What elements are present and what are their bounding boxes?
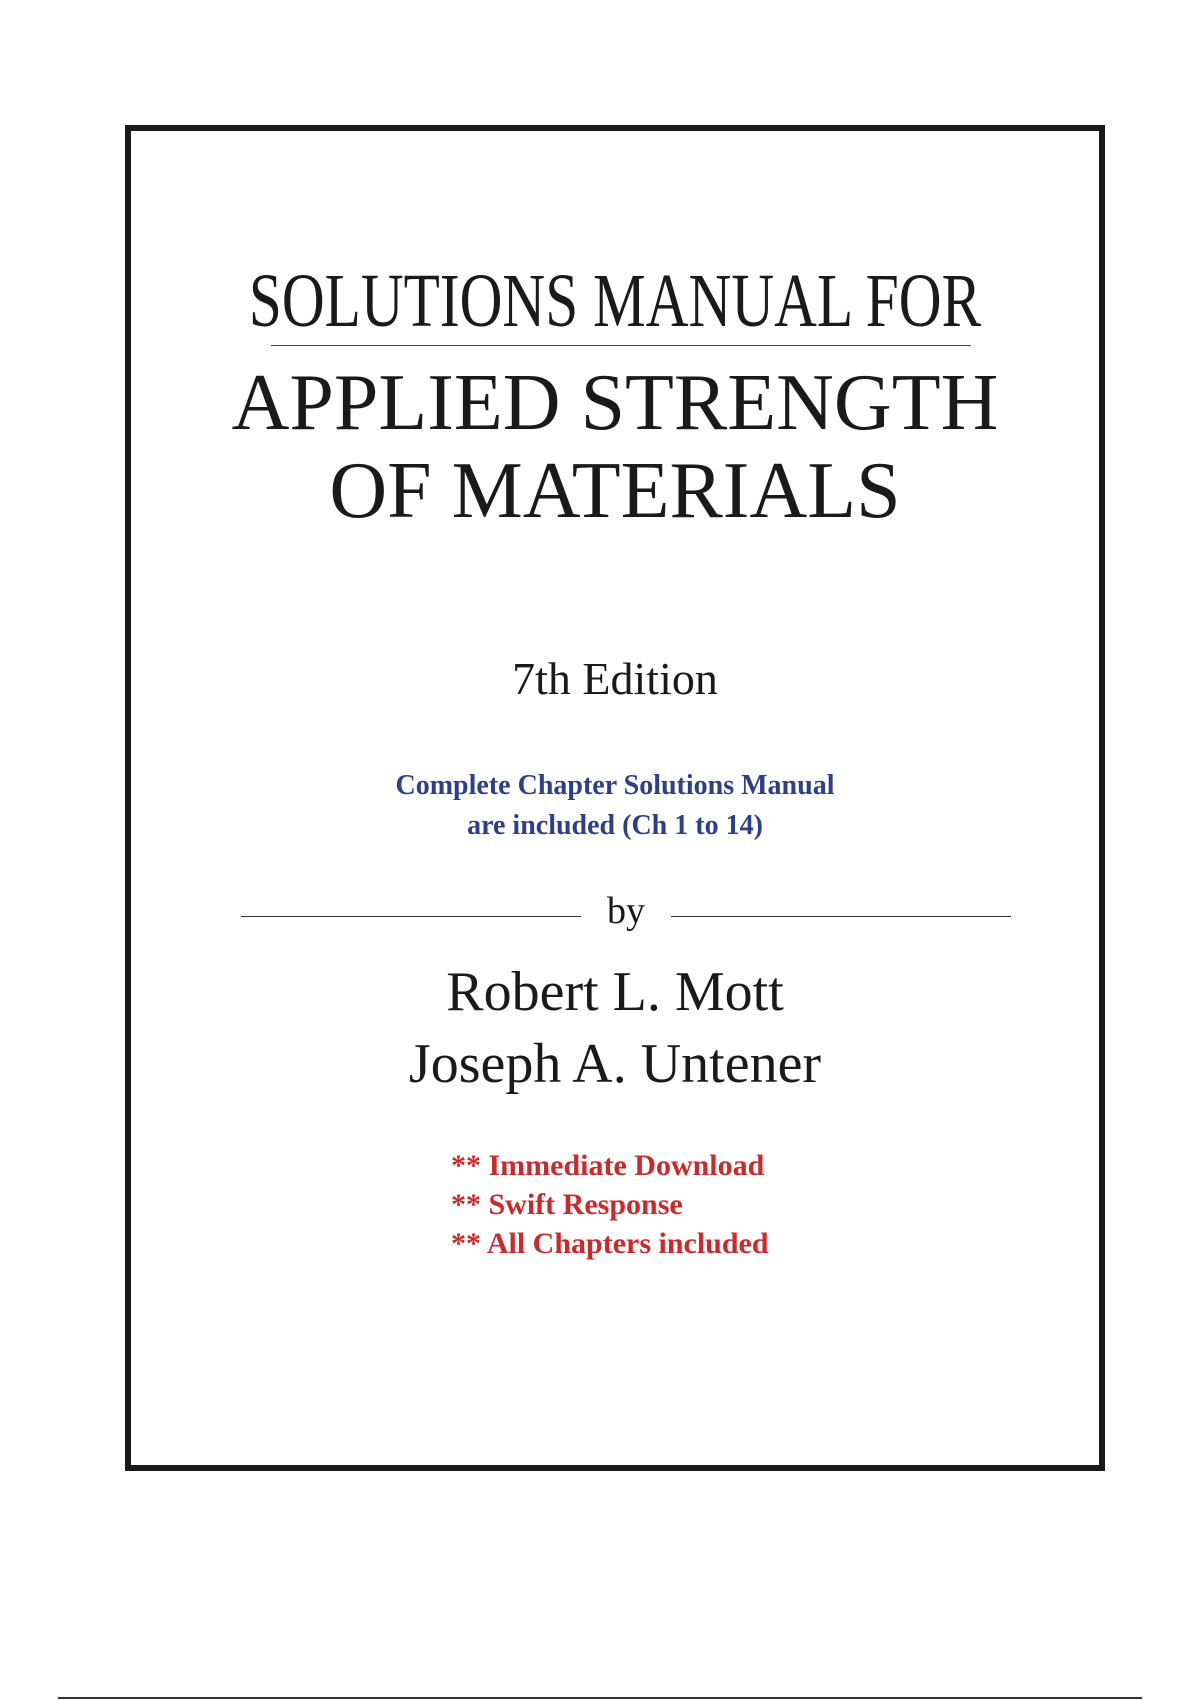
edition-label: 7th Edition xyxy=(512,653,718,704)
book-title-line-2: OF MATERIALS xyxy=(329,447,901,535)
page-bottom-rule xyxy=(58,1697,1142,1699)
author-1: Robert L. Mott xyxy=(446,961,784,1023)
feature-item-1: ** Immediate Download xyxy=(451,1149,765,1182)
feature-item-3: ** All Chapters included xyxy=(451,1227,769,1260)
feature-item-2: ** Swift Response xyxy=(451,1188,683,1221)
book-title xyxy=(131,359,1099,535)
blurb-line-1: Complete Chapter Solutions Manual xyxy=(395,770,835,801)
byline-row xyxy=(131,886,1099,936)
title-underline xyxy=(271,345,971,346)
feature-list xyxy=(451,1146,851,1263)
byline-label: by xyxy=(607,890,645,932)
book-title-line-1: APPLIED STRENGTH xyxy=(231,359,999,447)
title-prefix: SOLUTIONS MANUAL FOR xyxy=(248,259,982,343)
blurb-line-2: are included (Ch 1 to 14) xyxy=(467,810,763,841)
cover-frame xyxy=(125,125,1105,1471)
contents-blurb xyxy=(131,766,1099,846)
byline-rule-right xyxy=(671,916,1011,917)
author-list xyxy=(131,956,1099,1100)
byline-rule-left xyxy=(241,916,581,917)
author-2: Joseph A. Untener xyxy=(408,1033,822,1095)
